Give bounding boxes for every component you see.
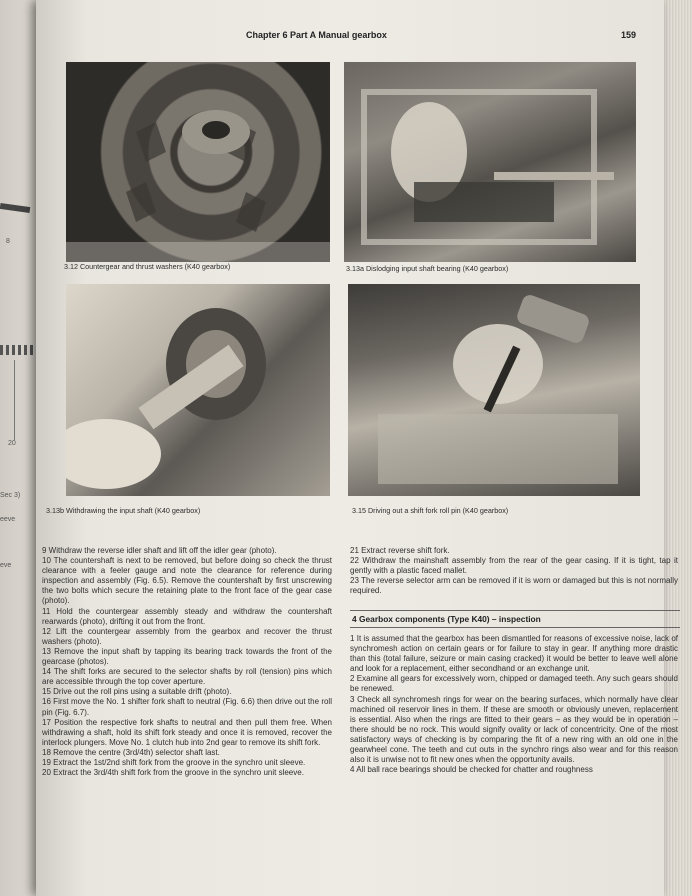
paragraph: 17 Position the respective fork shafts to neutral and then pull them free. When withdrawing a shaft, hold its shift fork steady and once it is removed, recover the interlock plungers. Move No. 1 clutch hub into 2nd gear to remove its shift fork. <box>42 717 332 747</box>
caption-fig-3-13a: 3.13a Dislodging input shaft bearing (K40 gearbox) <box>346 264 509 273</box>
paragraph: 4 All ball race bearings should be checked for chatter and roughness <box>350 765 593 775</box>
input-shaft-illustration <box>66 284 330 496</box>
page-number: 159 <box>620 30 636 40</box>
section-heading: 4 Gearbox components (Type K40) – inspection <box>350 610 680 628</box>
paragraph: 14 The shift forks are secured to the selector shafts by roll (tension) pins which are accessible through the top cover aperture. <box>42 667 332 687</box>
paragraph: 22 Withdraw the mainshaft assembly from the rear of the gear casing. If it is tight, tap it gently with a plastic faced mallet. <box>350 556 678 576</box>
paragraph: 21 Extract reverse shift fork. <box>350 546 450 555</box>
prev-page-fragment: 8 <box>6 238 10 245</box>
paragraph: 2 Examine all gears for excessively worn, chipped or damaged teeth. Any such gears should be renewed. <box>350 674 678 694</box>
paragraph: 1 It is assumed that the gearbox has been dismantled for reasons of excessive noise, lack of synchromesh action on certain gears or for failure to stay in gear. If anything more drastic than this (total failure, seizure or main casing cracked) it would be better to leave well alone and look for a replacement, either secondhand or an exchange unit. <box>350 634 678 674</box>
paragraph: 19 Extract the 1st/2nd shift fork from the groove in the synchro unit sleeve. <box>42 757 306 767</box>
photo-withdrawing-input-shaft <box>66 284 330 496</box>
page-header <box>246 30 636 40</box>
paragraph: 10 The countershaft is next to be removed, but before doing so check the thrust clearance with a feeler gauge and note the clearance for reference during inspection and assembly (Fig. 6.5). Remove the countershaft by first unscrewing the two bolts which secure the retaining plate to the front face of the gear case (photo). <box>42 556 332 606</box>
paragraph: 13 Remove the input shaft by tapping its bearing track towards the front of the gearcase (photos). <box>42 646 332 667</box>
paragraph: 9 Withdraw the reverse idler shaft and lift off the idler gear (photo). <box>42 546 277 555</box>
prev-page-drawing <box>0 203 30 213</box>
paragraph: 16 First move the No. 1 shifter fork shaft to neutral (Fig. 6.6) then drive out the roll pin (Fig. 6.7). <box>42 697 332 717</box>
chapter-title: Chapter 6 Part A Manual gearbox <box>246 30 387 40</box>
paragraph: 3 Check all synchromesh rings for wear on the bearing surfaces, which normally have clear machined oil reservoir lines in them. If these are smooth or obviously uneven, replacement is essential. Also when the rings are fitted to their gears – as they would be in operation – there should be no rock. This would signify ovality or lack of concentricity. One of the most satisfactory ways of checking is by comparing the fit of a new ring with an old one in the gearwheel cone. The teeth and cut outs in the synchro rings also wear and for this reason also it is unwise not to fit new ones when the opportunity avails. <box>350 694 678 765</box>
caption-fig-3-12: 3.12 Countergear and thrust washers (K40 gearbox) <box>64 262 231 271</box>
prev-page-fragment: eeve <box>0 516 16 523</box>
photo-input-shaft-bearing <box>344 62 636 262</box>
photo-driving-roll-pin <box>348 284 640 496</box>
paragraph: 18 Remove the centre (3rd/4th) selector shaft last. <box>42 747 220 757</box>
paragraph: 23 The reverse selector arm can be removed if it is worn or damaged but this is not normally required. <box>350 576 678 596</box>
caption-fig-3-15: 3.15 Driving out a shift fork roll pin (K40 gearbox) <box>352 506 509 515</box>
countergear-illustration <box>66 62 330 262</box>
left-text-column <box>42 546 332 778</box>
gearbox-housing-illustration <box>344 62 636 262</box>
prev-page-drawing <box>14 360 15 440</box>
prev-page-fragment: Sec 3) <box>0 492 21 499</box>
prev-page-fragment: eve <box>0 562 12 569</box>
paragraph: 15 Drive out the roll pins using a suitable drift (photo). <box>42 687 232 697</box>
prev-page-drawing <box>0 345 34 355</box>
manual-page <box>36 0 678 896</box>
caption-fig-3-13b: 3.13b Withdrawing the input shaft (K40 gearbox) <box>46 506 201 515</box>
roll-pin-illustration <box>348 284 640 496</box>
prev-page-fragment: 20 <box>8 440 16 447</box>
paragraph: 11 Hold the countergear assembly steady and withdraw the countershaft rearwards (photo), drifting it out from the front. <box>42 606 332 626</box>
paragraph: 20 Extract the 3rd/4th shift fork from the groove in the synchro unit sleeve. <box>42 768 304 778</box>
right-text-column-top <box>350 546 678 596</box>
paragraph: 12 Lift the countergear assembly from the gearbox and recover the thrust washers (photo). <box>42 626 332 646</box>
photo-countergear <box>66 62 330 262</box>
right-text-column-bottom <box>350 634 678 775</box>
